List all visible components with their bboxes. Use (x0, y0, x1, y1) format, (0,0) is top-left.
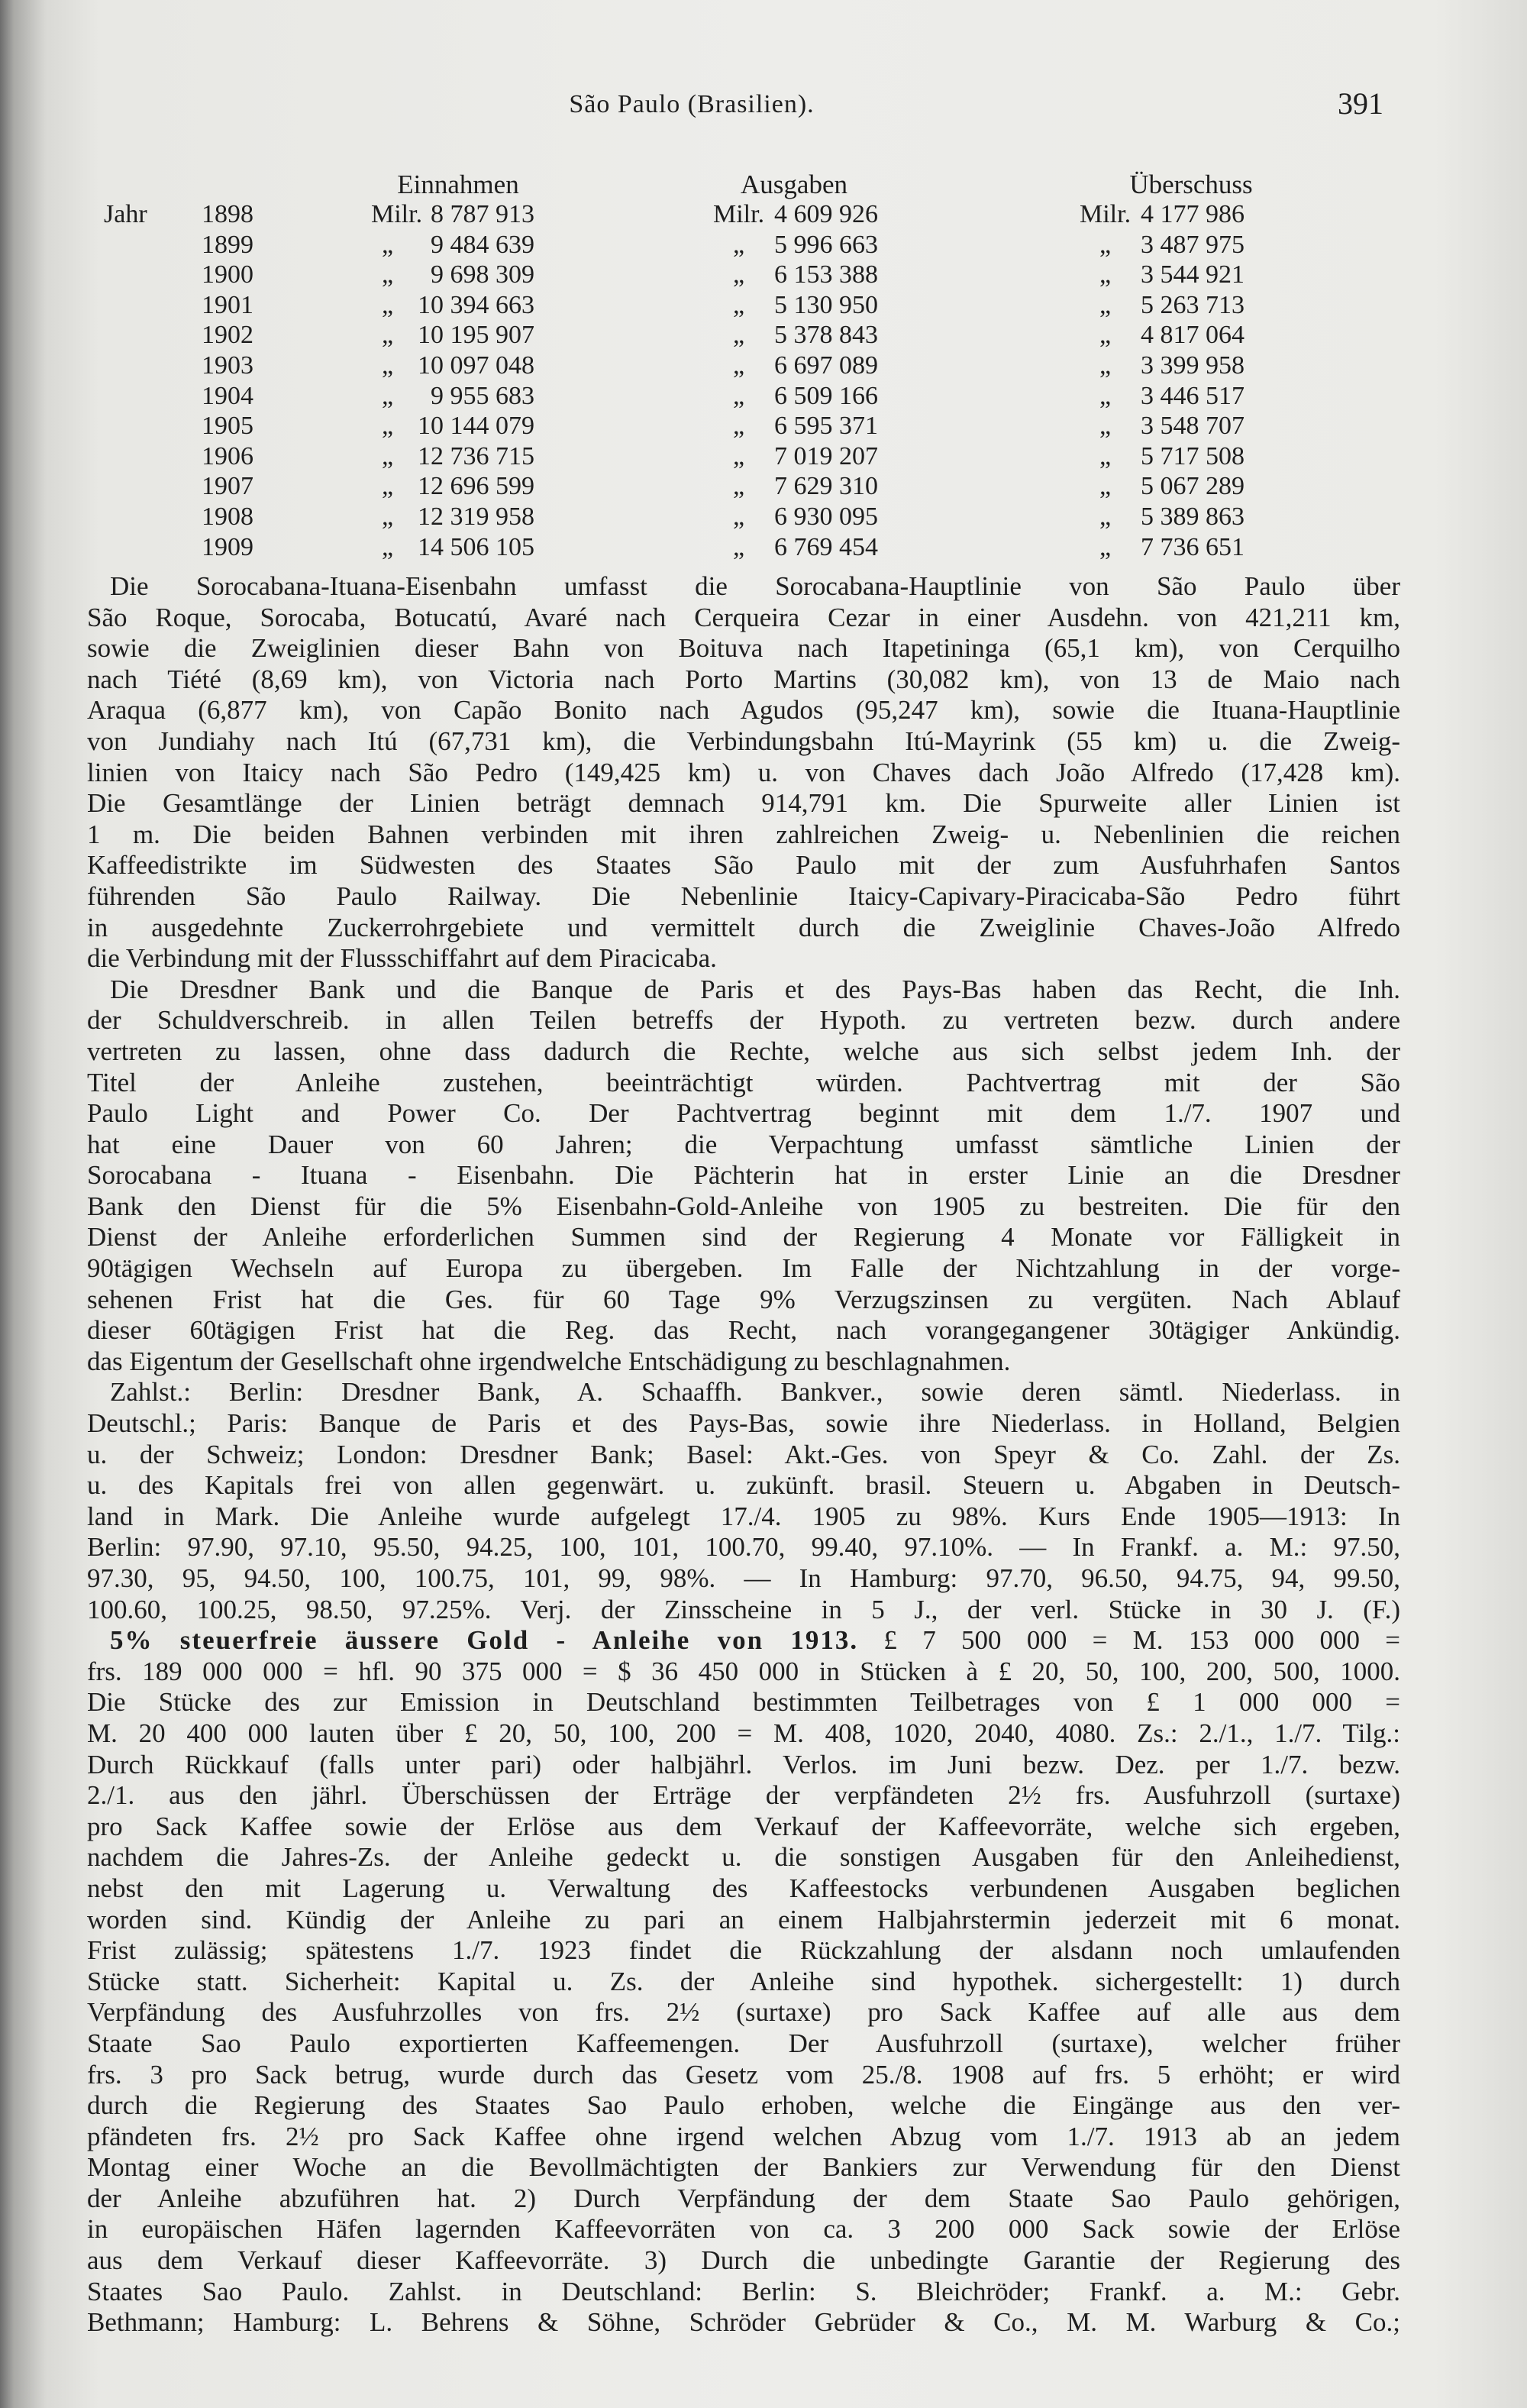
table-row (0, 231, 1527, 261)
text-line: Die Dresdner Bank und die Banque de Paris et des Pays-Bas haben das Recht, die Inh. (110, 974, 1400, 1004)
ueberschuss-value: 5 067 289 (1141, 472, 1245, 501)
einnahmen-value: 8 787 913 (431, 200, 534, 228)
einnahmen-value: 9 484 639 (431, 230, 534, 259)
unit-cell: „ (382, 412, 394, 441)
text-line: pro Sack Kaffee sowie der Erlöse aus dem Verkauf der Kaffeevorräte, welche sich ergeben, (87, 1811, 1400, 1841)
ausgaben-value: 6 769 454 (774, 532, 878, 561)
year-cell: 1909 (202, 532, 253, 561)
unit-cell: „ (382, 503, 394, 531)
unit-cell: „ (733, 532, 745, 561)
text-line: worden sind. Kündig der Anleihe zu pari an einem Halbjahrstermin jederzeit mit 6 monat. (87, 1904, 1400, 1934)
ueberschuss-value: 5 263 713 (1141, 290, 1245, 319)
table-row (0, 200, 1527, 231)
paragraph (87, 1625, 1400, 2339)
column-header-einnahmen: Einnahmen (397, 170, 519, 199)
einnahmen-value: 10 195 907 (418, 321, 534, 350)
ausgaben-value: 6 509 166 (774, 381, 878, 410)
unit-cell: „ (382, 321, 394, 350)
body-text (87, 571, 1400, 2339)
unit-cell: Milr. (713, 200, 765, 228)
text-line: der Anleihe abzuführen hat. 2) Durch Verpfändung der dem Staate Sao Paulo gehörigen, (87, 2183, 1400, 2213)
text-line: pfändeten frs. 2½ pro Sack Kaffee ohne irgend welchen Abzug vom 1./7. 1913 ab an jedem (87, 2121, 1400, 2151)
text-line: Deutschl.; Paris: Banque de Paris et des Pays-Bas, sowie ihre Niederlass. in Holland, Belgien (87, 1408, 1400, 1439)
table-row (0, 351, 1527, 382)
unit-cell: „ (1099, 412, 1112, 441)
text-line: führenden São Paulo Railway. Die Nebenlinie Itaicy-Capivary-Piracicaba-São Pedro führt (87, 881, 1400, 911)
unit-cell: „ (1099, 532, 1112, 561)
ausgaben-value: 5 378 843 (774, 321, 878, 350)
ueberschuss-value: 4 177 986 (1141, 200, 1245, 228)
unit-cell: „ (733, 321, 745, 350)
einnahmen-value: 9 698 309 (431, 260, 534, 289)
text-line: Durch Rückkauf (falls unter pari) oder halbjährl. Verlos. im Juni bezw. Dez. per 1./7. bezw. (87, 1749, 1400, 1779)
text-line: 90tägigen Wechseln auf Europa zu übergeben. Im Falle der Nichtzahlung in der vorge- (87, 1253, 1400, 1284)
text-line: 1 m. Die beiden Bahnen verbinden mit ihren zahlreichen Zweig- u. Nebenlinien die reichen (87, 819, 1400, 849)
column-header-ueberschuss: Überschuss (1129, 170, 1253, 199)
table-row (0, 503, 1527, 533)
year-cell: 1907 (202, 472, 253, 501)
einnahmen-value: 12 696 599 (418, 472, 534, 501)
unit-cell: „ (733, 381, 745, 410)
year-cell: 1898 (202, 200, 253, 228)
year-cell: 1901 (202, 290, 253, 319)
text-line: Paulo Light and Power Co. Der Pachtvertrag beginnt mit dem 1./7. 1907 und (87, 1098, 1400, 1129)
text-line: dieser 60tägigen Frist hat die Reg. das Recht, nach vorangegangener 30tägiger Ankündig. (87, 1315, 1400, 1346)
column-header-ausgaben: Ausgaben (741, 170, 847, 199)
text-line: Berlin: 97.90, 97.10, 95.50, 94.25, 100, 101, 100.70, 99.40, 97.10%. — In Frankf. a. M.: 97.50, (87, 1532, 1400, 1563)
text-line: Frist zulässig; spätestens 1./7. 1923 findet die Rückzahlung der alsdann noch umlaufenden (87, 1935, 1400, 1966)
text-line: Stücke statt. Sicherheit: Kapital u. Zs. der Anleihe sind hypothek. sichergestellt: 1) durch (87, 1966, 1400, 1996)
table-row (0, 442, 1527, 473)
text-line: aus dem Verkauf dieser Kaffeevorräte. 3) Durch die unbedingte Garantie der Regierung des (87, 2245, 1400, 2276)
year-cell: 1908 (202, 503, 253, 531)
ueberschuss-value: 3 446 517 (1141, 381, 1245, 410)
text-line: 2./1. aus den jährl. Überschüssen der Erträge der verpfändeten 2½ frs. Ausfuhrzoll (surtaxe) (87, 1780, 1400, 1811)
ausgaben-value: 5 996 663 (774, 230, 878, 259)
text-line: der Schuldverschreib. in allen Teilen betreffs der Hypoth. zu vertreten bezw. durch andere (87, 1005, 1400, 1036)
text-line: M. 20 400 000 lauten über £ 20, 50, 100, 200 = M. 408, 1020, 2040, 4080. Zs.: 2./1., 1./7. Tilg.: (87, 1718, 1400, 1748)
text-line: durch die Regierung des Staates Sao Paulo erhoben, welche die Eingänge aus den ver- (87, 2090, 1400, 2121)
text-line: linien von Itaicy nach São Pedro (149,425 km) u. von Chaves dach João Alfredo (17,428 km). (87, 757, 1400, 787)
text-line: 97.30, 95, 94.50, 100, 100.75, 101, 99, 98%. — In Hamburg: 97.70, 96.50, 94.75, 94, 99.50, (87, 1563, 1400, 1593)
unit-cell: „ (1099, 260, 1112, 289)
einnahmen-value: 14 506 105 (418, 532, 534, 561)
text-line: in europäischen Häfen lagernden Kaffeevorräten von ca. 3 200 000 Sack sowie der Erlöse (87, 2214, 1400, 2245)
unit-cell: „ (382, 472, 394, 501)
text-line: vertreten zu lassen, ohne dass dadurch die Rechte, welche aus sich selbst jedem Inh. der (87, 1036, 1400, 1066)
unit-cell: „ (733, 351, 745, 380)
text-line: land in Mark. Die Anleihe wurde aufgelegt 17./4. 1905 zu 98%. Kurs Ende 1905—1913: In (87, 1501, 1400, 1531)
table-row (0, 321, 1527, 351)
unit-cell: „ (733, 441, 745, 470)
unit-cell: „ (1099, 503, 1112, 531)
ueberschuss-value: 3 399 958 (1141, 351, 1245, 380)
table-row (0, 260, 1527, 291)
unit-cell: „ (382, 351, 394, 380)
paragraph (87, 1377, 1400, 1625)
unit-cell: „ (1099, 321, 1112, 350)
text-line: frs. 3 pro Sack betrug, wurde durch das Gesetz vom 25./8. 1908 auf frs. 5 erhöht; er wird (87, 2059, 1400, 2090)
einnahmen-value: 12 319 958 (418, 503, 534, 531)
unit-cell: „ (733, 412, 745, 441)
year-label: Jahr (104, 200, 147, 228)
paragraph (87, 571, 1400, 975)
unit-cell: „ (1099, 290, 1112, 319)
unit-cell: „ (733, 503, 745, 531)
text-line: Sorocabana - Ituana - Eisenbahn. Die Pächterin hat in erster Linie an die Dresdner (87, 1160, 1400, 1191)
text-line: von Jundiahy nach Itú (67,731 km), die Verbindungsbahn Itú-Mayrink (55 km) u. die Zweig- (87, 726, 1400, 756)
unit-cell: „ (733, 260, 745, 289)
unit-cell: „ (382, 230, 394, 259)
text-line: die Verbindung mit der Flussschiffahrt auf dem Piracicaba. (87, 943, 717, 974)
table-row (0, 533, 1527, 564)
unit-cell: „ (1099, 472, 1112, 501)
text-line: u. des Kapitals frei von allen gegenwärt. u. zukünft. brasil. Steuern u. Abgaben in Deutsch- (87, 1470, 1400, 1501)
year-cell: 1906 (202, 441, 253, 470)
text-line: São Roque, Sorocaba, Botucatú, Avaré nach Cerqueira Cezar in einer Ausdehn. von 421,211 km, (87, 602, 1400, 632)
unit-cell: Milr. (1080, 200, 1132, 228)
year-cell: 1905 (202, 412, 253, 441)
ueberschuss-value: 3 487 975 (1141, 230, 1245, 259)
text-line: frs. 189 000 000 = hfl. 90 375 000 = $ 36 450 000 in Stücken à £ 20, 50, 100, 200, 500, 1000. (87, 1656, 1400, 1686)
page-number: 391 (1338, 86, 1383, 121)
loan-heading: 5% steuerfreie äussere Gold - Anleihe von 1913. (110, 1625, 859, 1656)
unit-cell: „ (382, 290, 394, 319)
text-line: Titel der Anleihe zustehen, beeinträchtigt würden. Pachtvertrag mit der São (87, 1067, 1400, 1097)
ueberschuss-value: 4 817 064 (1141, 321, 1245, 350)
unit-cell: „ (1099, 351, 1112, 380)
text-line: Die Sorocabana-Ituana-Eisenbahn umfasst die Sorocabana-Hauptlinie von São Paulo über (110, 571, 1400, 601)
text-line: in ausgedehnte Zuckerrohrgebiete und vermittelt durch die Zweiglinie Chaves-João Alfredo (87, 912, 1400, 942)
text-line: Verpfändung des Ausfuhrzolles von frs. 2½ (surtaxe) pro Sack Kaffee auf alle aus dem (87, 1997, 1400, 2028)
year-cell: 1903 (202, 351, 253, 380)
ueberschuss-value: 5 389 863 (1141, 503, 1245, 531)
year-cell: 1904 (202, 381, 253, 410)
text-line: Staate Sao Paulo exportierten Kaffeemengen. Der Ausfuhrzoll (surtaxe), welcher früher (87, 2028, 1400, 2058)
unit-cell: Milr. (371, 200, 423, 228)
table-row (0, 412, 1527, 442)
ueberschuss-value: 7 736 651 (1141, 532, 1245, 561)
text-line: u. der Schweiz; London: Dresdner Bank; Basel: Akt.-Ges. von Speyr & Co. Zahl. der Zs. (87, 1439, 1400, 1469)
text-line: sehenen Frist hat die Ges. für 60 Tage 9% Verzugszinsen zu vergüten. Nach Ablauf (87, 1284, 1400, 1314)
text-line: Staates Sao Paulo. Zahlst. in Deutschland: Berlin: S. Bleichröder; Frankf. a. M.: Gebr. (87, 2276, 1400, 2306)
ausgaben-value: 6 697 089 (774, 351, 878, 380)
text-line: sowie die Zweiglinien dieser Bahn von Boituva nach Itapetininga (65,1 km), von Cerquilho (87, 633, 1400, 664)
year-cell: 1900 (202, 260, 253, 289)
text-line: Dienst der Anleihe erforderlichen Summen sind der Regierung 4 Monate vor Fälligkeit in (87, 1222, 1400, 1252)
text-line: nebst den mit Lagerung u. Verwaltung des Kaffeestocks verbundenen Ausgaben beglichen (87, 1873, 1400, 1903)
text-line: 100.60, 100.25, 98.50, 97.25%. Verj. der Zinsscheine in 5 J., der verl. Stücke in 30 J. (F.) (87, 1594, 1400, 1624)
ueberschuss-value: 5 717 508 (1141, 441, 1245, 470)
paragraph (87, 975, 1400, 1378)
ausgaben-value: 6 930 095 (774, 503, 878, 531)
table-row (0, 472, 1527, 503)
unit-cell: „ (382, 381, 394, 410)
einnahmen-value: 10 097 048 (418, 351, 534, 380)
unit-cell: „ (382, 441, 394, 470)
ausgaben-value: 7 629 310 (774, 472, 878, 501)
ueberschuss-value: 3 548 707 (1141, 412, 1245, 441)
running-head: São Paulo (Brasilien). (569, 90, 815, 118)
text-line: das Eigentum der Gesellschaft ohne irgendwelche Entschädigung zu beschlagnahmen. (87, 1346, 1011, 1376)
unit-cell: „ (1099, 230, 1112, 259)
loan-heading-line (87, 1625, 1400, 1657)
text-line: Montag einer Woche an die Bevollmächtigten der Bankiers zur Verwendung für den Dienst (87, 2152, 1400, 2183)
loan-amount: £ 7 500 000 = M. 153 000 000 = (883, 1625, 1401, 1656)
ausgaben-value: 6 153 388 (774, 260, 878, 289)
unit-cell: „ (733, 290, 745, 319)
unit-cell: „ (382, 532, 394, 561)
table-row (0, 291, 1527, 322)
year-cell: 1902 (202, 321, 253, 350)
text-line: Die Gesamtlänge der Linien beträgt demnach 914,791 km. Die Spurweite aller Linien ist (87, 788, 1400, 819)
ausgaben-value: 6 595 371 (774, 412, 878, 441)
unit-cell: „ (1099, 381, 1112, 410)
text-line: Die Stücke des zur Emission in Deutschland bestimmten Teilbetrages von £ 1 000 000 = (87, 1687, 1400, 1718)
ueberschuss-value: 3 544 921 (1141, 260, 1245, 289)
ausgaben-value: 7 019 207 (774, 441, 878, 470)
ausgaben-value: 5 130 950 (774, 290, 878, 319)
einnahmen-value: 10 394 663 (418, 290, 534, 319)
text-line: Kaffeedistrikte im Südwesten des Staates São Paulo mit der zum Ausfuhrhafen Santos (87, 850, 1400, 881)
text-line: hat eine Dauer von 60 Jahren; die Verpachtung umfasst sämtliche Linien der (87, 1129, 1400, 1159)
text-line: Araqua (6,877 km), von Capão Bonito nach Agudos (95,247 km), sowie die Ituana-Hauptlinie (87, 695, 1400, 726)
text-line: nachdem die Jahres-Zs. der Anleihe gedeckt u. die sonstigen Ausgaben für den Anleihedienst, (87, 1842, 1400, 1873)
einnahmen-value: 9 955 683 (431, 381, 534, 410)
unit-cell: „ (733, 472, 745, 501)
text-line: Bank den Dienst für die 5% Eisenbahn-Gold-Anleihe von 1905 zu bestreiten. Die für den (87, 1191, 1400, 1221)
unit-cell: „ (382, 260, 394, 289)
unit-cell: „ (1099, 441, 1112, 470)
text-line: nach Tiété (8,69 km), von Victoria nach Porto Martins (30,082 km), von 13 de Maio nach (87, 664, 1400, 694)
einnahmen-value: 12 736 715 (418, 441, 534, 470)
unit-cell: „ (733, 230, 745, 259)
text-line: Zahlst.: Berlin: Dresdner Bank, A. Schaaffh. Bankver., sowie deren sämtl. Niederlass. in (110, 1377, 1400, 1408)
einnahmen-value: 10 144 079 (418, 412, 534, 441)
year-cell: 1899 (202, 230, 253, 259)
text-line: Bethmann; Hamburg: L. Behrens & Söhne, Schröder Gebrüder & Co., M. M. Warburg & Co.; (87, 2307, 1400, 2338)
ausgaben-value: 4 609 926 (774, 200, 878, 228)
table-row (0, 382, 1527, 412)
